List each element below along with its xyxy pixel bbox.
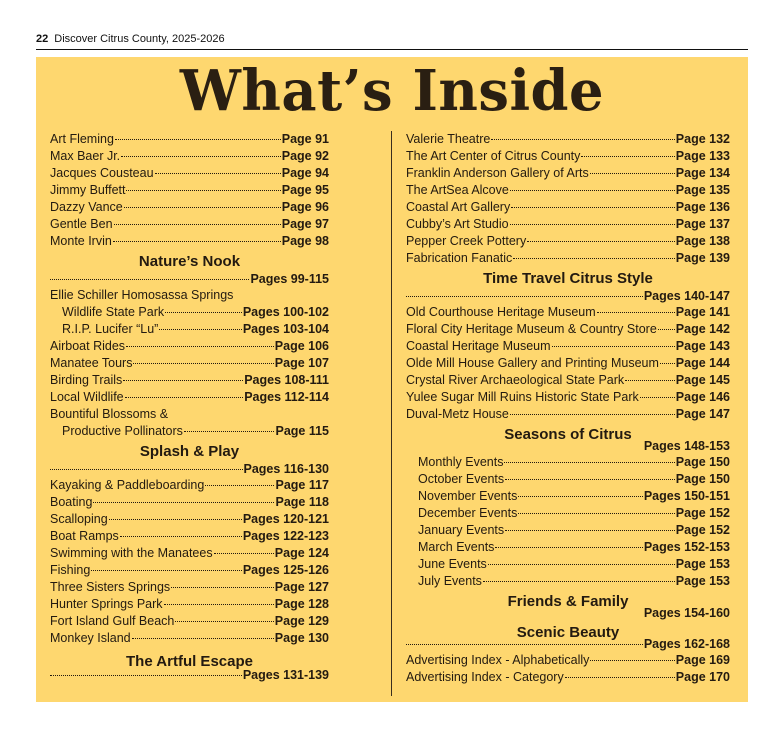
toc-entry[interactable] <box>406 131 730 148</box>
entry-name: Olde Mill House Gallery and Printing Museum <box>406 356 659 370</box>
entry-name: Boating <box>50 495 93 509</box>
entry-name: March Events <box>418 540 495 554</box>
toc-entry[interactable] <box>418 471 730 488</box>
entry-name: Manatee Tours <box>50 356 133 370</box>
toc-entry[interactable] <box>406 652 730 669</box>
entry-page: Page 146 <box>675 390 730 404</box>
toc-entry[interactable] <box>50 233 329 250</box>
leader-dots <box>125 397 244 398</box>
section-heading-seasons: Seasons of Citrus <box>504 426 632 443</box>
toc-entry[interactable] <box>406 165 730 182</box>
toc-entry[interactable] <box>50 562 329 579</box>
entry-name: Advertising Index - Alphabetically <box>406 653 590 667</box>
entry-page: Page 153 <box>675 557 730 571</box>
publication-title: Discover Citrus County, 2025-2026 <box>54 33 225 45</box>
leader-dots <box>126 346 274 347</box>
entry-name: Scalloping <box>50 512 108 526</box>
section-pages: Pages 162-168 <box>643 637 730 651</box>
toc-entry[interactable] <box>406 338 730 355</box>
toc-entry[interactable] <box>406 304 730 321</box>
toc-entry[interactable] <box>50 148 329 165</box>
entry-page: Pages 122-123 <box>242 529 329 543</box>
entry-name: Jacques Cousteau <box>50 166 154 180</box>
entry-name: Valerie Theatre <box>406 132 491 146</box>
entry-page: Page 134 <box>675 166 730 180</box>
leader-dots <box>581 156 674 157</box>
entry-page: Page 130 <box>274 631 329 645</box>
toc-entry[interactable] <box>406 372 730 389</box>
entry-name: Advertising Index - Category <box>406 670 564 684</box>
entry-page: Page 91 <box>281 132 329 146</box>
leader-dots <box>115 139 281 140</box>
time-travel-entries <box>406 304 730 423</box>
leader-dots <box>114 224 281 225</box>
section-pages-time-travel <box>406 288 730 304</box>
leader-dots <box>113 241 281 242</box>
entry-page: Pages 152-153 <box>643 540 730 554</box>
left-group-biographies <box>50 131 329 250</box>
toc-entry[interactable] <box>50 596 329 613</box>
toc-entry[interactable] <box>50 199 329 216</box>
entry-name: Hunter Springs Park <box>50 597 163 611</box>
entry-page: Page 132 <box>675 132 730 146</box>
toc-entry[interactable] <box>50 355 329 372</box>
section-heading-splash-play: Splash & Play <box>139 443 240 460</box>
toc-entry[interactable] <box>50 494 329 511</box>
toc-entry[interactable] <box>50 630 329 647</box>
leader-dots <box>510 414 675 415</box>
splash-play-entries <box>50 477 329 647</box>
toc-entry[interactable] <box>50 182 329 199</box>
entry-page: Page 137 <box>675 217 730 231</box>
page-header <box>36 33 748 49</box>
toc-entry[interactable] <box>50 389 329 406</box>
column-divider <box>391 131 392 696</box>
entry-page: Pages 103-104 <box>242 322 329 336</box>
toc-entry[interactable] <box>50 165 329 182</box>
leader-dots <box>164 604 274 605</box>
section-pages: Pages 116-130 <box>243 462 329 476</box>
entry-page: Pages 120-121 <box>242 512 329 526</box>
entry-page: Page 170 <box>675 670 730 684</box>
toc-entry[interactable] <box>418 488 730 505</box>
entry-page: Page 136 <box>675 200 730 214</box>
leader-dots <box>214 553 274 554</box>
entry-name: Monkey Island <box>50 631 131 645</box>
leader-dots <box>205 485 274 486</box>
entry-page: Page 145 <box>675 373 730 387</box>
entry-page: Pages 150-151 <box>643 489 730 503</box>
toc-entry[interactable] <box>50 131 329 148</box>
entry-page: Pages 108-111 <box>244 373 329 387</box>
entry-page: Page 95 <box>281 183 329 197</box>
entry-page: Page 133 <box>675 149 730 163</box>
leader-dots <box>121 156 281 157</box>
leader-dots <box>159 329 241 330</box>
section-heading-time-travel: Time Travel Citrus Style <box>483 270 653 287</box>
entry-name: The ArtSea Alcove <box>406 183 509 197</box>
section-heading-artful-escape: The Artful Escape <box>126 653 253 670</box>
leader-dots <box>126 190 280 191</box>
entry-name: The Art Center of Citrus County <box>406 149 581 163</box>
leader-dots <box>552 346 675 347</box>
ellie-sub-entries <box>50 304 329 338</box>
header-rule <box>36 49 748 50</box>
toc-entry[interactable] <box>50 511 329 528</box>
toc-entry[interactable] <box>406 355 730 372</box>
entry-name: June Events <box>418 557 487 571</box>
toc-entry[interactable] <box>50 216 329 233</box>
section-pages: Pages 131-139 <box>242 668 329 682</box>
right-group-arts <box>406 131 730 267</box>
leader-dots <box>120 536 242 537</box>
toc-entry[interactable] <box>50 423 329 440</box>
advertising-entries <box>406 652 730 686</box>
contents-panel <box>36 57 748 702</box>
section-pages-splash-play <box>50 461 329 477</box>
leader-dots <box>527 241 675 242</box>
entry-page: Page 118 <box>275 495 329 509</box>
leader-dots <box>660 363 675 364</box>
leader-dots <box>406 296 643 297</box>
leader-dots <box>565 677 675 678</box>
leader-dots <box>50 469 243 470</box>
entry-page: Page 152 <box>675 523 730 537</box>
entry-name: Gentle Ben <box>50 217 113 231</box>
leader-dots <box>406 644 643 645</box>
entry-name: Yulee Sugar Mill Ruins Historic State Park <box>406 390 639 404</box>
leader-dots <box>184 431 275 432</box>
entry-name: Monte Irvin <box>50 234 112 248</box>
toc-entry[interactable] <box>406 199 730 216</box>
leader-dots <box>597 312 675 313</box>
entry-page: Page 129 <box>274 614 329 628</box>
entry-name: Birding Trails <box>50 373 123 387</box>
leader-dots <box>491 139 674 140</box>
entry-name: Fishing <box>50 563 91 577</box>
leader-dots <box>132 638 274 639</box>
entry-name: December Events <box>418 506 518 520</box>
leader-dots <box>124 207 281 208</box>
toc-entry[interactable] <box>50 372 329 389</box>
leader-dots <box>488 564 675 565</box>
entry-name: Duval-Metz House <box>406 407 509 421</box>
entry-page: Page 169 <box>675 653 730 667</box>
entry-page: Page 98 <box>281 234 329 248</box>
entry-page: Page 96 <box>281 200 329 214</box>
entry-page: Page 141 <box>675 305 730 319</box>
entry-name: Coastal Heritage Museum <box>406 339 551 353</box>
entry-page: Page 152 <box>675 506 730 520</box>
section-pages-nature-nook <box>50 271 329 287</box>
entry-page: Page 135 <box>675 183 730 197</box>
entry-page: Page 139 <box>675 251 730 265</box>
entry-name: Old Courthouse Heritage Museum <box>406 305 596 319</box>
entry-name: Cubby’s Art Studio <box>406 217 509 231</box>
entry-page: Page 142 <box>675 322 730 336</box>
toc-entry[interactable] <box>50 338 329 355</box>
toc-entry[interactable] <box>50 613 329 630</box>
entry-name: Crystal River Archaeological State Park <box>406 373 625 387</box>
entry-name: Pepper Creek Pottery <box>406 234 527 248</box>
toc-entry[interactable] <box>418 454 730 471</box>
toc-entry[interactable] <box>406 321 730 338</box>
entry-page: Page 144 <box>675 356 730 370</box>
toc-entry[interactable] <box>50 579 329 596</box>
leader-dots <box>590 173 675 174</box>
entry-name: Max Baer Jr. <box>50 149 121 163</box>
leader-dots <box>155 173 281 174</box>
toc-entry-ellie-schiller: Ellie Schiller Homosassa Springs <box>50 288 234 302</box>
entry-name: Productive Pollinators <box>62 424 183 438</box>
leader-dots <box>50 675 242 676</box>
leader-dots <box>171 587 274 588</box>
toc-entry[interactable] <box>406 182 730 199</box>
entry-name: Franklin Anderson Gallery of Arts <box>406 166 589 180</box>
toc-entry[interactable] <box>406 389 730 406</box>
entry-page: Page 128 <box>274 597 329 611</box>
toc-entry[interactable] <box>406 233 730 250</box>
entry-name: Fort Island Gulf Beach <box>50 614 175 628</box>
entry-page: Page 153 <box>675 574 730 588</box>
toc-entry[interactable] <box>50 545 329 562</box>
leader-dots <box>91 570 242 571</box>
toc-entry[interactable] <box>418 573 730 590</box>
leader-dots <box>513 258 674 259</box>
leader-dots <box>50 279 249 280</box>
toc-entry[interactable] <box>406 669 730 686</box>
page-title: What’s Inside <box>179 58 605 124</box>
entry-name: Swimming with the Manatees <box>50 546 213 560</box>
entry-page: Page 150 <box>675 455 730 469</box>
entry-page: Page 147 <box>675 407 730 421</box>
leader-dots <box>175 621 273 622</box>
section-pages: Pages 140-147 <box>643 289 730 303</box>
entry-page: Pages 100-102 <box>242 305 329 319</box>
entry-name: Coastal Art Gallery <box>406 200 511 214</box>
leader-dots <box>658 329 675 330</box>
entry-name: R.I.P. Lucifer “Lu” <box>62 322 159 336</box>
entry-name: Kayaking & Paddleboarding <box>50 478 205 492</box>
toc-entry[interactable] <box>406 250 730 267</box>
entry-name: January Events <box>418 523 505 537</box>
nature-nook-entries <box>50 338 329 406</box>
entry-name: Fabrication Fanatic <box>406 251 513 265</box>
section-heading-friends-family: Friends & Family <box>507 593 629 610</box>
section-heading-nature-nook: Nature’s Nook <box>138 253 241 270</box>
entry-page: Page 127 <box>274 580 329 594</box>
leader-dots <box>504 462 674 463</box>
entry-page: Pages 112-114 <box>244 390 329 404</box>
entry-page: Page 124 <box>274 546 329 560</box>
entry-page: Page 94 <box>281 166 329 180</box>
entry-name: October Events <box>418 472 505 486</box>
page-number: 22 <box>36 33 49 45</box>
leader-dots <box>518 496 642 497</box>
leader-dots <box>625 380 675 381</box>
entry-name: Floral City Heritage Museum & Country Store <box>406 322 657 336</box>
entry-name: Monthly Events <box>418 455 504 469</box>
leader-dots <box>123 380 243 381</box>
entry-name: Boat Ramps <box>50 529 119 543</box>
toc-entry[interactable] <box>62 321 329 338</box>
leader-dots <box>165 312 242 313</box>
leader-dots <box>511 207 675 208</box>
leader-dots <box>640 397 675 398</box>
section-pages: Pages 154-160 <box>643 606 730 620</box>
leader-dots <box>505 530 675 531</box>
entry-page: Page 97 <box>281 217 329 231</box>
toc-entry-bountiful-blossoms: Bountiful Blossoms & <box>50 407 169 421</box>
toc-entry[interactable] <box>418 522 730 539</box>
leader-dots <box>495 547 642 548</box>
entry-page: Page 143 <box>675 339 730 353</box>
entry-page: Page 92 <box>281 149 329 163</box>
entry-name: Wildlife State Park <box>62 305 165 319</box>
entry-name: Jimmy Buffett <box>50 183 126 197</box>
entry-name: July Events <box>418 574 482 588</box>
entry-page: Page 117 <box>275 478 329 492</box>
entry-name: Local Wildlife <box>50 390 124 404</box>
section-pages: Pages 148-153 <box>643 439 730 453</box>
entry-name: November Events <box>418 489 518 503</box>
entry-page: Page 115 <box>275 424 329 438</box>
entry-name: Dazzy Vance <box>50 200 123 214</box>
entry-page: Page 107 <box>274 356 329 370</box>
toc-entry[interactable] <box>406 406 730 423</box>
left-column <box>50 131 329 683</box>
leader-dots <box>590 660 674 661</box>
toc-entry[interactable] <box>418 505 730 522</box>
entry-name: Art Fleming <box>50 132 114 146</box>
toc-entry[interactable] <box>50 477 329 494</box>
entry-name: Airboat Rides <box>50 339 126 353</box>
right-column <box>406 131 730 686</box>
toc-entry[interactable] <box>406 216 730 233</box>
leader-dots <box>510 224 675 225</box>
leader-dots <box>518 513 674 514</box>
seasons-entries <box>406 454 730 590</box>
leader-dots <box>109 519 242 520</box>
entry-page: Pages 125-126 <box>242 563 329 577</box>
leader-dots <box>510 190 675 191</box>
toc-entry[interactable] <box>418 539 730 556</box>
section-pages: Pages 99-115 <box>250 272 329 286</box>
toc-entry[interactable] <box>62 304 329 321</box>
entry-page: Page 106 <box>274 339 329 353</box>
leader-dots <box>505 479 675 480</box>
toc-entry[interactable] <box>406 148 730 165</box>
entry-page: Page 150 <box>675 472 730 486</box>
section-heading-scenic-beauty: Scenic Beauty <box>516 624 620 641</box>
leader-dots <box>483 581 675 582</box>
leader-dots <box>133 363 273 364</box>
toc-entry[interactable] <box>418 556 730 573</box>
leader-dots <box>93 502 274 503</box>
toc-entry[interactable] <box>50 528 329 545</box>
entry-page: Page 138 <box>675 234 730 248</box>
entry-name: Three Sisters Springs <box>50 580 171 594</box>
